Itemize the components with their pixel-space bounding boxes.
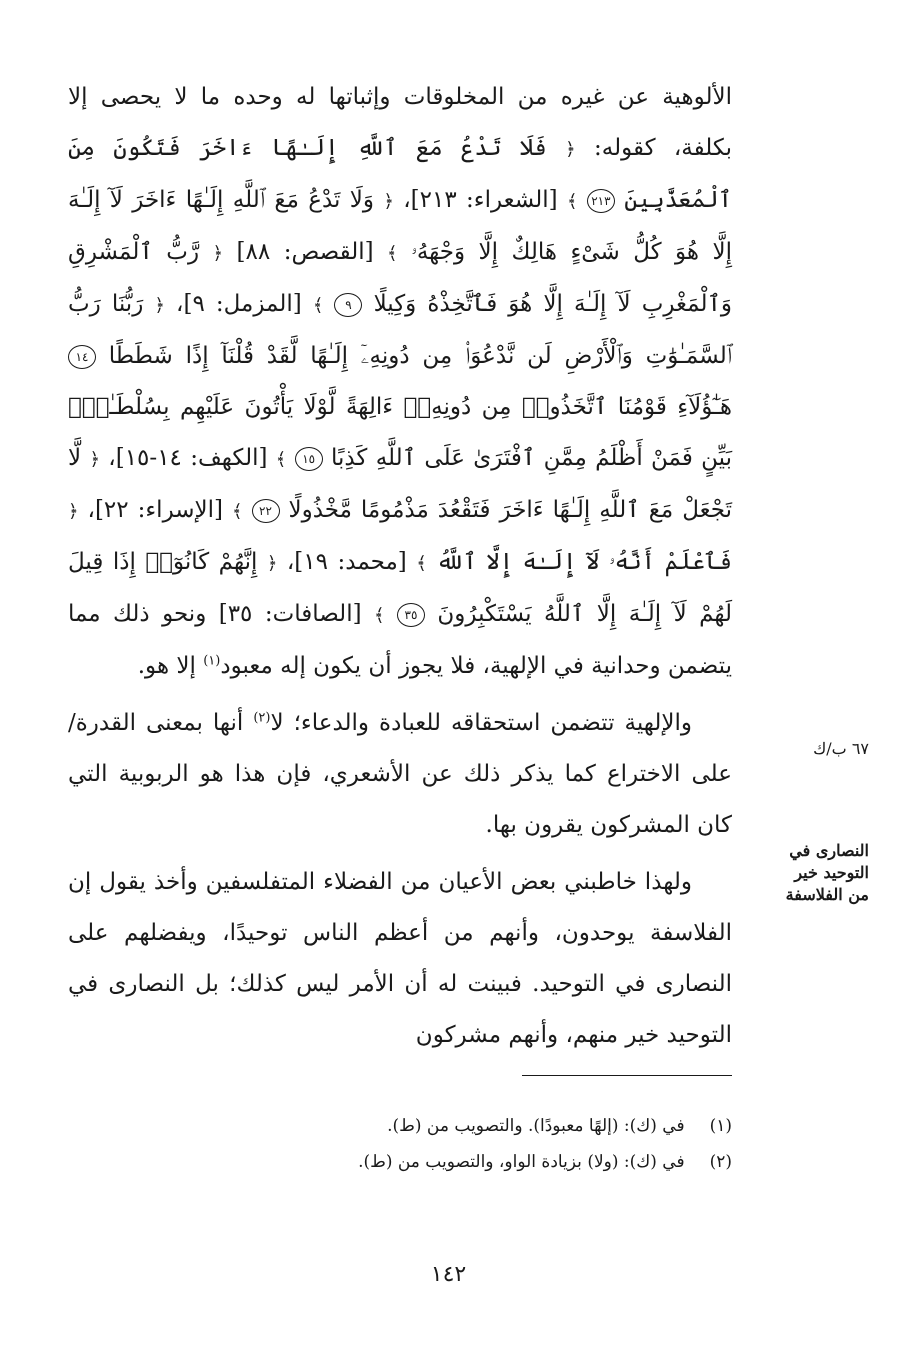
- surah-reference: [محمد: ١٩]،: [277, 549, 407, 575]
- ornate-brace-open: ﴿: [212, 243, 224, 264]
- ornate-brace-open: ﴿: [266, 553, 278, 574]
- footnote-ref-2[interactable]: (٢): [253, 710, 271, 726]
- quran-verse: وَلَا تَدْعُ مَعَ ٱللَّهِ إِلَـٰهًا ءَاخَرَ لَآ إِلَـٰهَ إِلَّا هُوَ كُلُّ شَىْءٍ هَالِكٌ إِلَّا وَجْهَهُۥ: [68, 187, 733, 265]
- footnote-2: [68, 1144, 732, 1180]
- ornate-brace-open: ﴿: [565, 139, 576, 160]
- margin-folio-note: ٦٧ ب/ك: [813, 739, 869, 758]
- text-run: الألوهية عن غيره من المخلوقات وإثباتها له وحده ما لا يحصى إلا بكلفة، كقوله:: [68, 84, 732, 161]
- ornate-brace-open: ﴿: [68, 501, 79, 522]
- ayah-number-marker: ٣٥: [397, 603, 425, 627]
- paragraph-1: [68, 72, 732, 692]
- surah-reference: [الإسراء: ٢٢]،: [78, 497, 224, 523]
- ayah-number-marker: ٢١٣: [587, 189, 615, 213]
- text-run: إلا هو.: [137, 653, 204, 679]
- margin-topic-note: النصارى في التوحيد خير من الفلاسفة: [785, 841, 869, 904]
- quran-verse: فَلَا تَدْعُ مَعَ ٱللَّهِ إِلَـٰهًا ءَاخَرَ فَتَكُونَ مِنَ ٱلْمُعَذَّبِينَ: [68, 135, 733, 213]
- ornate-brace-close: ﴾: [231, 501, 243, 522]
- quran-verse: لَّا تَجْعَلْ مَعَ ٱللَّهِ إِلَـٰهًا ءَاخَرَ فَتَقْعُدَ مَذْمُومًا مَّخْذُولًا: [68, 445, 732, 523]
- surah-reference: [المزمل: ٩]،: [164, 291, 302, 317]
- quran-verse: رَّبُّ ٱلْمَشْرِقِ وَٱلْمَغْرِبِ لَآ إِلَـٰهَ إِلَّا هُوَ فَٱتَّخِذْهُ وَكِيلًا: [68, 239, 733, 317]
- main-text-body: [68, 72, 732, 1061]
- quran-verse: فَٱعْلَمْ أَنَّهُۥ لَآ إِلَـٰهَ إِلَّا ٱللَّهُ: [436, 549, 733, 575]
- ornate-brace-close: ﴾: [416, 553, 427, 574]
- paragraph-3: [68, 857, 732, 1061]
- quran-verse: هَـٰٓؤُلَآءِ قَوْمُنَا ٱتَّخَذُوا۟ مِن دُونِهِۦٓ ءَالِهَةً لَّوْلَا يَأْتُونَ عَلَيْهِم بِسُلْطَـٰنٍۭ بَيِّنٍ فَمَنْ أَظْلَمُ مِمَّنِ ٱفْتَرَىٰ عَلَى ٱللَّهِ كَذِبًا: [68, 394, 732, 471]
- ornate-brace-close: ﴾: [566, 191, 578, 212]
- paragraph-2: [68, 698, 732, 851]
- ornate-brace-close: ﴾: [312, 295, 324, 316]
- ornate-brace-open: ﴿: [383, 191, 394, 212]
- ornate-brace-close: ﴾: [387, 243, 398, 264]
- footnotes-section: [68, 1108, 732, 1180]
- footnote-divider: [522, 1075, 732, 1076]
- ayah-number-marker: ١٤: [68, 345, 96, 369]
- ayah-number-marker: ١٥: [295, 447, 323, 471]
- ornate-brace-open: ﴿: [89, 449, 100, 470]
- ornate-brace-close: ﴾: [275, 449, 287, 470]
- ornate-brace-open: ﴿: [154, 295, 165, 316]
- footnote-mark: (١): [709, 1116, 732, 1136]
- ayah-number-marker: ٩: [334, 293, 362, 317]
- surah-reference: [القصص: ٨٨]: [223, 239, 374, 265]
- footnote-1: [68, 1108, 732, 1144]
- surah-reference: [الشعراء: ٢١٣]،: [393, 187, 558, 213]
- page-number: ١٤٢: [430, 1262, 467, 1287]
- footnote-text: في (ك): (ولا) بزيادة الواو، والتصويب من (ط).: [358, 1152, 685, 1172]
- text-run: أنها بمعنى القدرة/ على الاختراع كما يذكر ذلك عن الأشعري، فإن هذا هو الربوبية التي كان المشركون يقرون بها.: [68, 710, 732, 838]
- text-run: ولهذا خاطبني بعض الأعيان من الفضلاء المتفلسفين وأخذ يقول إن الفلاسفة يوحدون، وأنهم من أعظم الناس توحيدًا، ويفضلهم على النصارى في التوحيد. فبينت له أن الأمر ليس كذلك؛ بل النصارى في التوحيد خير منهم، وأنهم مشركون: [68, 869, 732, 1048]
- quran-verse: إِنَّهُمْ كَانُوٓا۟ إِذَا قِيلَ لَهُمْ لَآ إِلَـٰهَ إِلَّا ٱللَّهُ يَسْتَكْبِرُونَ: [68, 549, 733, 627]
- footnote-text: في (ك): (إلهًا معبودًا). والتصويب من (ط).: [387, 1116, 685, 1136]
- footnote-ref-1[interactable]: (١): [203, 653, 221, 669]
- ornate-brace-close: ﴾: [373, 605, 385, 626]
- text-run: والإلهية تتضمن استحقاقه للعبادة والدعاء؛ لا: [270, 710, 692, 736]
- surah-reference: [الكهف: ١٤-١٥]،: [99, 445, 268, 471]
- quran-verse: رَبُّنَا رَبُّ ٱلسَّمَـٰوَٰتِ وَٱلْأَرْضِ لَن نَّدْعُوَا۟ مِن دُونِهِۦٓ إِلَـٰهًا لَّقَدْ قُلْنَآ إِذًا شَطَطًا: [68, 291, 732, 369]
- footnote-mark: (٢): [709, 1152, 732, 1172]
- ayah-number-marker: ٢٢: [252, 499, 280, 523]
- text-run: [الصافات: ٣٥] ونحو ذلك مما يتضمن وحدانية في الإلهية، فلا يجوز أن يكون إله معبود: [68, 601, 732, 679]
